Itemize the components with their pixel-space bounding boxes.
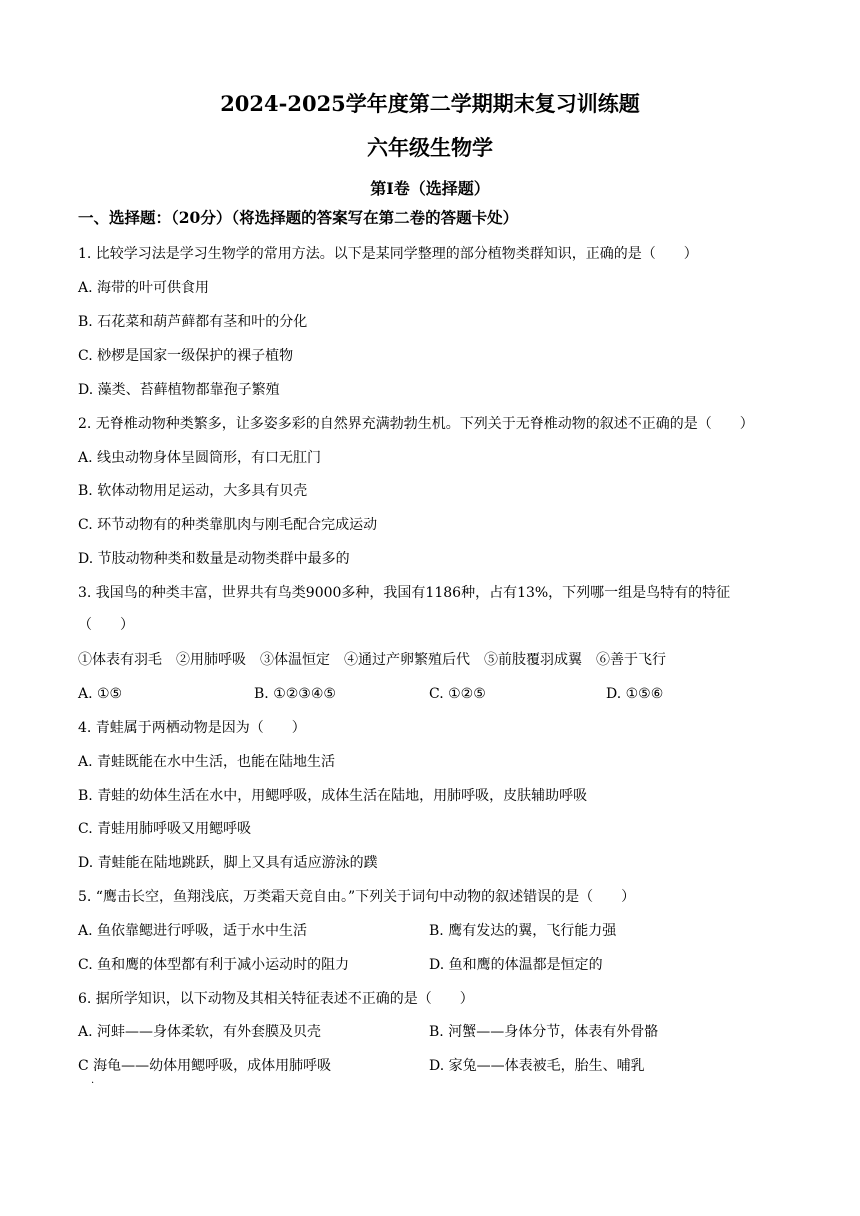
question-4-option-a: A. 青蛙既能在水中生活，也能在陆地生活 [78, 754, 336, 770]
question-6-stem: 6. 据所学知识，以下动物及其相关特征表述不正确的是（ ） [78, 991, 474, 1007]
question-3-option-c: C. ①②⑤ [429, 686, 486, 702]
question-1-option-b: B. 石花菜和葫芦藓都有茎和叶的分化 [78, 314, 308, 330]
question-3-option-d: D. ①⑤⑥ [606, 686, 664, 702]
question-5-option-a: A. 鱼依靠鳃进行呼吸，适于水中生活 [78, 923, 308, 939]
stray-mark: . [91, 1075, 95, 1086]
volume-heading: 第Ⅰ卷（选择题） [370, 179, 490, 198]
exam-subject: 六年级生物学 [367, 135, 493, 160]
question-2-stem: 2. 无脊椎动物种类繁多，让多姿多彩的自然界充满勃勃生机。下列关于无脊椎动物的叙述不正确的是（ ） [78, 416, 754, 432]
question-3-stem: 3. 我国鸟的种类丰富，世界共有鸟类9000多种，我国有1186种，占有13%，下列哪一组是鸟特有的特征 [78, 585, 731, 601]
question-4-option-b: B. 青蛙的幼体生活在水中，用鳃呼吸，成体生活在陆地，用肺呼吸，皮肤辅助呼吸 [78, 788, 588, 804]
exam-title: 2024-2025学年度第二学期期末复习训练题 [220, 91, 640, 116]
question-3-option-a: A. ①⑤ [78, 686, 123, 702]
question-6-option-c: C 海龟——幼体用鳃呼吸，成体用肺呼吸 [78, 1058, 332, 1074]
question-4-stem: 4. 青蛙属于两栖动物是因为（ ） [78, 720, 306, 736]
question-2-option-b: B. 软体动物用足运动，大多具有贝壳 [78, 483, 308, 499]
question-1-stem: 1. 比较学习法是学习生物学的常用方法。以下是某同学整理的部分植物类群知识，正确的是（ ） [78, 246, 698, 262]
question-5-option-b: B. 鹰有发达的翼，飞行能力强 [429, 923, 617, 939]
question-6-option-a: A. 河蚌——身体柔软，有外套膜及贝壳 [78, 1024, 322, 1040]
question-4-option-d: D. 青蛙能在陆地跳跃，脚上又具有适应游泳的蹼 [78, 855, 378, 871]
question-1-option-a: A. 海带的叶可供食用 [78, 280, 210, 296]
question-3-stem-cont: （ ） [78, 617, 134, 633]
question-6-option-b: B. 河蟹——身体分节，体表有外骨骼 [429, 1024, 659, 1040]
section-heading: 一、选择题：（20分）（将选择题的答案写在第二卷的答题卡处） [78, 208, 519, 227]
question-5-option-d: D. 鱼和鹰的体温都是恒定的 [429, 957, 603, 973]
question-3-features: ①体表有羽毛 ②用肺呼吸 ③体温恒定 ④通过产卵繁殖后代 ⑤前肢覆羽成翼 ⑥善于飞行 [78, 652, 666, 668]
question-1-option-c: C. 桫椤是国家一级保护的裸子植物 [78, 348, 294, 364]
question-2-option-d: D. 节肢动物种类和数量是动物类群中最多的 [78, 551, 350, 567]
question-2-option-c: C. 环节动物有的种类靠肌肉与刚毛配合完成运动 [78, 517, 378, 533]
question-3-option-b: B. ①②③④⑤ [254, 686, 336, 702]
question-6-option-d: D. 家兔——体表被毛，胎生、哺乳 [429, 1058, 645, 1074]
question-5-stem: 5. “鹰击长空，鱼翔浅底，万类霜天竞自由。”下列关于词句中动物的叙述错误的是（ ） [78, 889, 636, 905]
question-4-option-c: C. 青蛙用肺呼吸又用鳃呼吸 [78, 821, 252, 837]
question-1-option-d: D. 藻类、苔藓植物都靠孢子繁殖 [78, 382, 280, 398]
question-5-option-c: C. 鱼和鹰的体型都有利于减小运动时的阻力 [78, 957, 350, 973]
question-2-option-a: A. 线虫动物身体呈圆筒形，有口无肛门 [78, 450, 322, 466]
